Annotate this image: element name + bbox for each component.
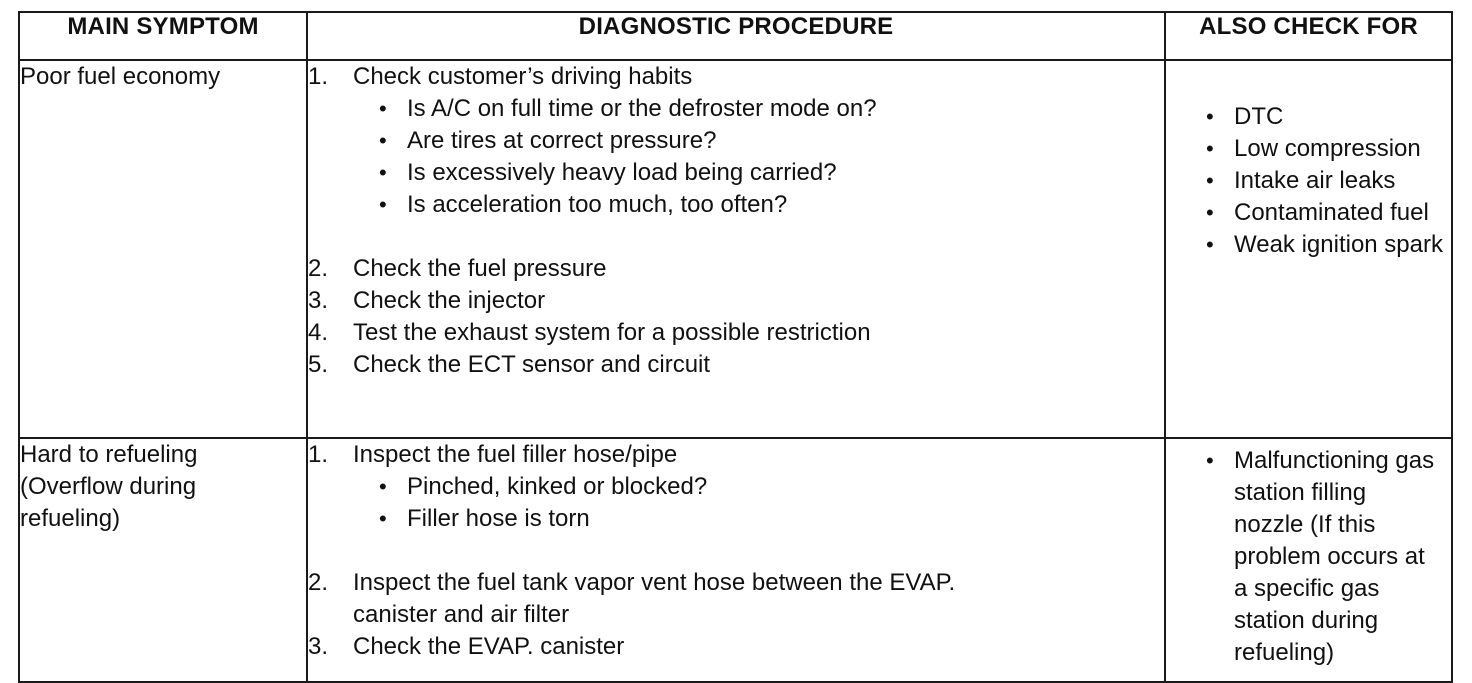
step-text: Check the EVAP. canister <box>353 633 625 660</box>
procedure-step <box>308 439 1164 535</box>
step-text: Check the fuel pressure <box>353 255 607 282</box>
procedure-cell <box>307 438 1165 682</box>
step-subitems <box>353 93 1164 221</box>
procedure-step <box>308 61 1164 221</box>
symptom-text: Hard to refueling (Overflow during refueling) <box>20 441 198 532</box>
symptom-cell <box>19 438 307 682</box>
list-item: • Contaminated fuel <box>1206 197 1451 229</box>
also-check-list <box>1166 101 1451 261</box>
list-item: • Weak ignition spark <box>1206 229 1451 261</box>
step-number: 3. <box>308 287 329 314</box>
also-check-cell <box>1165 438 1452 682</box>
diagnostic-table <box>18 11 1453 683</box>
header-diagnostic-procedure: DIAGNOSTIC PROCEDURE <box>307 12 1165 60</box>
step-text: Inspect the fuel tank vapor vent hose between the EVAP. canister and air filter <box>353 569 956 628</box>
table-row <box>19 438 1452 682</box>
symptom-text: Poor fuel economy <box>20 63 221 90</box>
step-number: 3. <box>308 633 329 660</box>
step-text: Check the injector <box>353 287 546 314</box>
step-number: 4. <box>308 319 329 346</box>
list-item: • Is A/C on full time or the defroster mode on? <box>379 93 1164 125</box>
step-text: Inspect the fuel filler hose/pipe <box>353 441 678 468</box>
header-also-check-for: ALSO CHECK FOR <box>1165 12 1452 60</box>
step-subitems <box>353 471 1164 535</box>
step-number: 1. <box>308 63 329 90</box>
diagnostic-table-container <box>18 11 1451 666</box>
list-item: • Intake air leaks <box>1206 165 1451 197</box>
procedure-step <box>308 285 1164 317</box>
step-text: Check the ECT sensor and circuit <box>353 351 711 378</box>
list-item: • Low compression <box>1206 133 1451 165</box>
procedure-step <box>308 253 1164 285</box>
step-number: 5. <box>308 351 329 378</box>
list-item: • DTC <box>1206 101 1451 133</box>
procedure-step <box>308 317 1164 349</box>
table-row <box>19 60 1452 438</box>
step-text: Check customer’s driving habits <box>353 63 693 90</box>
symptom-cell <box>19 60 307 438</box>
header-main-symptom: MAIN SYMPTOM <box>19 12 307 60</box>
also-check-list <box>1166 445 1451 669</box>
list-item: • Malfunctioning gas station filling nozzle (If this problem occurs at a specific gas station during refueling) <box>1206 445 1451 669</box>
step-text: Test the exhaust system for a possible restriction <box>353 319 871 346</box>
list-item: • Pinched, kinked or blocked? <box>379 471 1164 503</box>
procedure-step <box>308 631 1164 663</box>
list-item: • Is excessively heavy load being carried? <box>379 157 1164 189</box>
step-number: 2. <box>308 569 329 596</box>
list-item: • Filler hose is torn <box>379 503 1164 535</box>
procedure-step <box>308 349 1164 381</box>
header-row <box>19 12 1452 60</box>
step-number: 1. <box>308 441 329 468</box>
procedure-step <box>308 567 1164 631</box>
also-check-cell <box>1165 60 1452 438</box>
list-item: • Is acceleration too much, too often? <box>379 189 1164 221</box>
step-number: 2. <box>308 255 329 282</box>
procedure-cell <box>307 60 1165 438</box>
list-item: • Are tires at correct pressure? <box>379 125 1164 157</box>
